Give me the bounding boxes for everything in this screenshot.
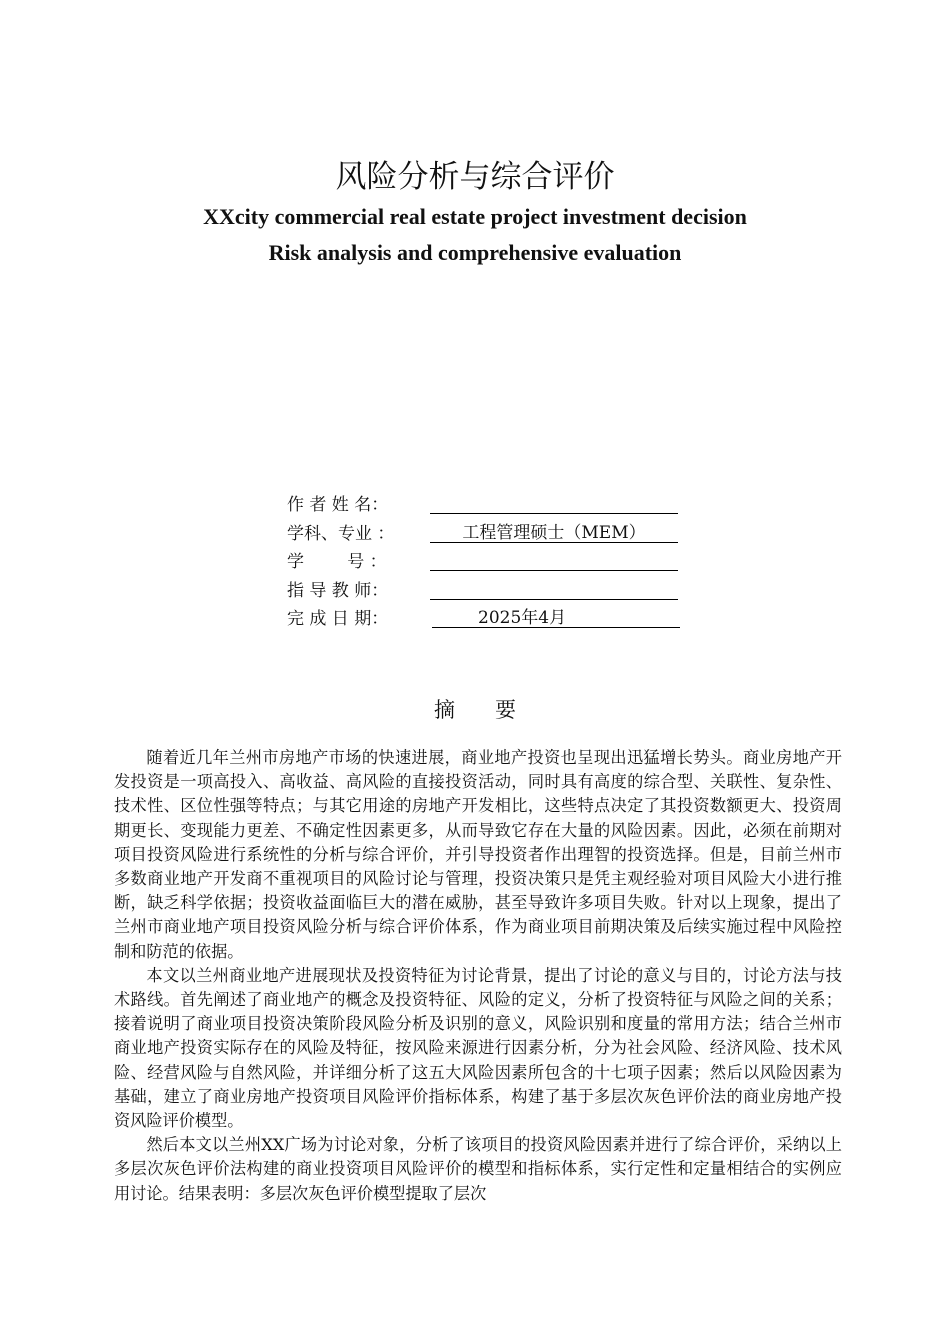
thesis-title-english-line2: Risk analysis and comprehensive evaluation	[268, 240, 682, 265]
info-value-author	[430, 491, 678, 514]
info-label-student-id: 学 号 ：	[287, 552, 387, 572]
thesis-title-english-line1: XXcity commercial real estate project investment decision	[203, 204, 747, 229]
abstract-paragraph: 然后本文以兰州XX广场为讨论对象，分析了该项目的投资风险因素并进行了综合评价，采纳以上多层次灰色评价法构建的商业投资项目风险评价的模型和指标体系，实行定性和定量相结合的实例应用讨论。结果表明：多层次灰色评价模型提取了层次	[114, 1135, 842, 1203]
abstract-heading-right: 要	[495, 698, 516, 722]
info-value-date-field	[432, 605, 680, 628]
info-value-major: 工程管理硕士（MEM）	[430, 520, 678, 543]
info-value-date: 2025年4月	[478, 608, 567, 628]
info-value-student-id	[430, 548, 678, 571]
abstract-body	[114, 746, 842, 1206]
info-row-supervisor	[287, 577, 687, 606]
thesis-info-block	[287, 491, 687, 634]
info-row-major	[287, 520, 687, 549]
info-label-major: 学科、专业 ：	[287, 523, 395, 544]
abstract-paragraph: 随着近几年兰州市房地产市场的快速进展，商业地产投资也呈现出迅猛增长势头。商业房地产开发投资是一项高投入、高收益、高风险的直接投资活动，同时具有高度的综合型、关联性、复杂性、技术性、区位性强等特点；与其它用途的房地产开发相比，这些特点决定了其投资数额更大、投资周期更长、变现能力更差、不确定性因素更多，从而导致它存在大量的风险因素。因此，必须在前期对项目投资风险进行系统性的分析与综合评价，并引导投资者作出理智的投资选择。但是，目前兰州市多数商业地产开发商不重视项目的风险讨论与管理，投资决策只是凭主观经验对项目风险大小进行推断，缺乏科学依据；投资收益面临巨大的潜在威胁，甚至导致许多项目失败。针对以上现象，提出了兰州市商业地产项目投资风险分析与综合评价体系，作为商业项目前期决策及后续实施过程中风险控制和防范的依据。	[114, 748, 842, 961]
info-value-supervisor	[430, 577, 678, 600]
thesis-title-chinese: 风险分析与综合评价	[335, 159, 615, 195]
info-label-author: 作 者 姓 名：	[287, 495, 389, 515]
info-row-date	[287, 605, 687, 634]
info-label-supervisor: 指 导 教 师：	[287, 580, 389, 601]
abstract-heading	[0, 695, 950, 725]
info-row-author	[287, 491, 687, 520]
info-label-date: 完 成 日 期：	[287, 609, 389, 629]
abstract-heading-left: 摘	[434, 698, 455, 722]
abstract-paragraph: 本文以兰州商业地产进展现状及投资特征为讨论背景，提出了讨论的意义与目的，讨论方法与技术路线。首先阐述了商业地产的概念及投资特征、风险的定义，分析了投资特征与风险之间的关系；接着说明了商业项目投资决策阶段风险分析及识别的意义，风险识别和度量的常用方法；结合兰州市商业地产投资实际存在的风险及特征，按风险来源进行因素分析，分为社会风险、经济风险、技术风险、经营风险与自然风险，并详细分析了这五大风险因素所包含的十七项子因素；然后以风险因素为基础，建立了商业房地产投资项目风险评价指标体系，构建了基于多层次灰色评价法的商业房地产投资风险评价模型。	[114, 965, 842, 1131]
info-row-student-id	[287, 548, 687, 577]
